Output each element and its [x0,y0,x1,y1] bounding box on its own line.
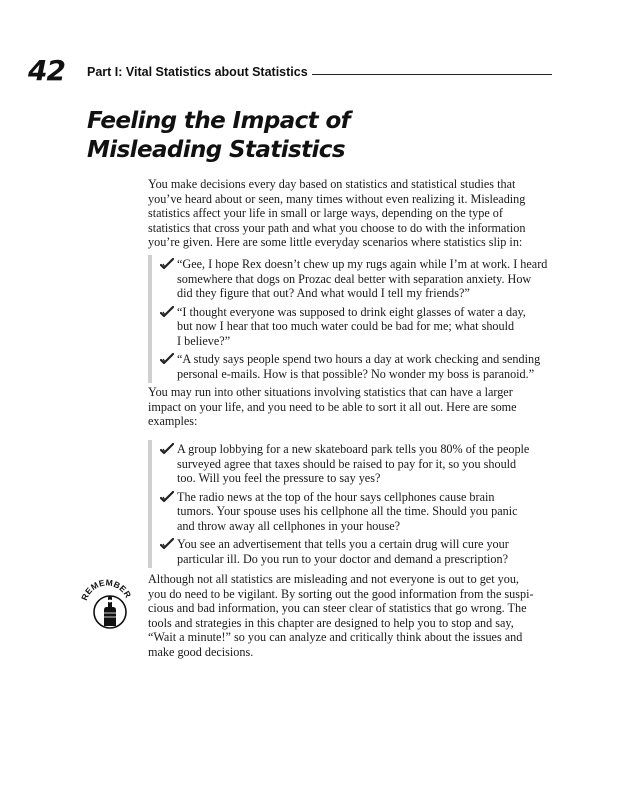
list-item-line: particular ill. Do you run to your doctor and demand a prescription? [177,551,508,566]
list-item [160,537,556,566]
paragraph-line: you’re given. Here are some little everyday scenarios where statistics slip in: [148,235,523,249]
list-item-line: A group lobbying for a new skateboard park tells you 80% of the people [177,442,530,456]
list-item-line: surveyed agree that taxes should be raised to pay for it, so you should [177,456,517,471]
list-item [160,490,556,534]
list-item-line: personal e-mails. How is that possible? No wonder my boss is paranoid.” [177,366,535,381]
paragraph-line: “Wait a minute!” so you can analyze and critically think about the issues and [148,630,523,644]
everyday-scenarios-list [148,255,556,383]
checkmark-bullet-icon [160,353,174,365]
running-head: Part I: Vital Statistics about Statistics [87,65,308,79]
paragraph-line: impact on your life, and you need to be able to sort it all out. Here are some [148,399,517,414]
list-item [160,442,556,486]
examples-list [148,440,556,568]
section-title [87,107,350,165]
list-item-line: You see an advertisement that tells you a certain drug will cure your [177,537,509,551]
list-item [160,352,556,381]
list-item [160,305,556,349]
page-number: 42 [28,54,65,87]
paragraph-line: statistics that cross your path and what you choose to do with the information [148,220,526,235]
remember-paragraph [148,572,556,659]
list-item-line: “I thought everyone was supposed to drink eight glasses of water a day, [177,304,526,319]
intro-paragraph [148,177,556,250]
list-item-line: somewhere that dogs on Prozac deal better with separation anxiety. How [177,271,532,286]
list-item [160,257,556,301]
list-item-line: did they figure that out? And what would I tell my friends?” [177,286,470,300]
paragraph-line: you do need to be vigilant. By sorting out the good information from the suspi- [148,586,534,601]
paragraph-line: tools and strategies in this chapter are designed to help you to stop and say, [148,615,514,630]
paragraph-line: cious and bad information, you can steer clear of statistics that go wrong. The [148,601,527,615]
running-head-rule [312,74,552,75]
list-item-line: too. Will you feel the pressure to say yes? [177,471,381,485]
section-title-line-2: Misleading Statistics [87,137,345,163]
list-item-line: I believe?” [177,333,231,348]
paragraph-line: make good decisions. [148,644,254,659]
list-item-line: and throw away all cellphones in your house? [177,518,401,533]
paragraph-line: examples: [148,414,198,428]
list-item-line: The radio news at the top of the hour says cellphones cause brain [177,489,495,504]
checkmark-bullet-icon [160,258,174,270]
remember-icon [78,568,134,634]
section-title-line-1: Feeling the Impact of [87,108,351,134]
paragraph-line: You make decisions every day based on statistics and statistical studies that [148,177,516,191]
checkmark-bullet-icon [160,443,174,455]
paragraph-line: You may run into other situations involving statistics that can have a larger [148,385,513,399]
remember-icon-label: REMEMBER [79,577,134,602]
list-item-line: “Gee, I hope Rex doesn’t chew up my rugs again while I’m at work. I heard [177,257,548,271]
checkmark-bullet-icon [160,306,174,318]
checkmark-bullet-icon [160,538,174,550]
paragraph-line: Although not all statistics are misleading and not everyone is out to get you, [148,572,519,586]
paragraph-line: statistics affect your life in small or large ways, depending on the type of [148,206,503,220]
checkmark-bullet-icon [160,491,174,503]
paragraph-line: you’ve heard about or seen, many times without even realizing it. Misleading [148,191,526,206]
list-item-line: “A study says people spend two hours a day at work checking and sending [177,352,541,366]
list-item-line: but now I hear that too much water could be bad for me; what should [177,319,515,333]
second-paragraph [148,385,556,429]
list-item-line: tumors. Your spouse uses his cellphone all the time. Should you panic [177,504,518,518]
